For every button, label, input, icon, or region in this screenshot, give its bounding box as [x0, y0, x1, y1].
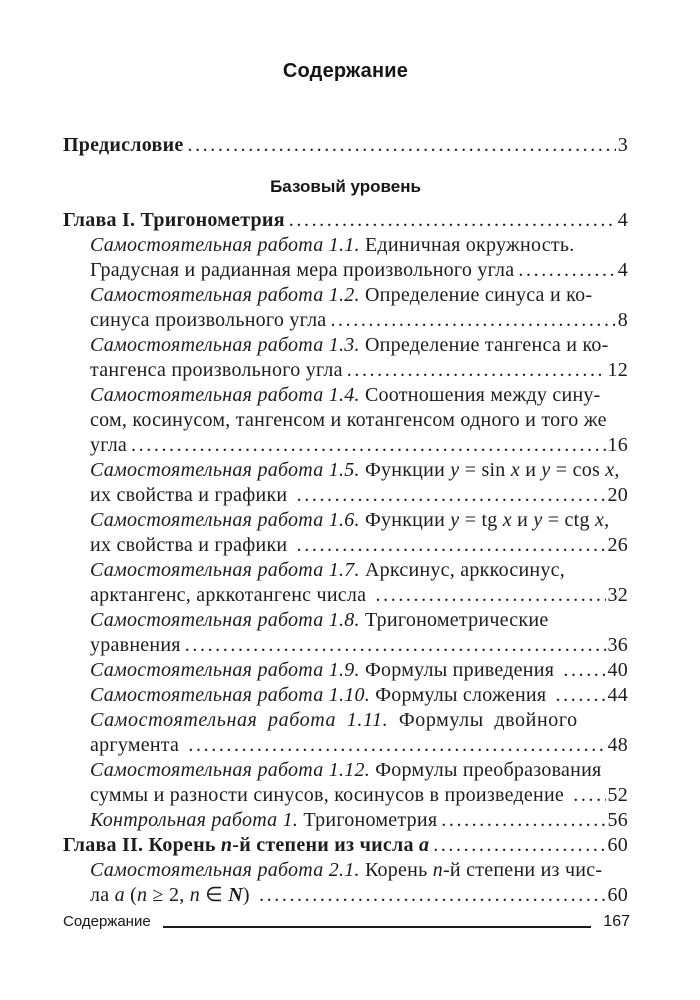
page-number: 12 [607, 359, 628, 381]
toc-line [63, 658, 628, 683]
dot-leader [433, 833, 605, 858]
entry-text: их свойства и графики [90, 484, 293, 506]
toc-line [63, 758, 628, 783]
toc-work-1-7 [63, 558, 628, 608]
entry-text: арктангенс, арккотангенс числа [90, 584, 372, 606]
dot-leader [187, 133, 615, 158]
entry-text: аргумента [90, 734, 185, 756]
toc-line [63, 683, 628, 708]
toc-line [63, 858, 628, 883]
toc-work-1-3 [63, 333, 628, 383]
page-number: 40 [607, 659, 628, 681]
entry-text: Самостоятельная работа 1.11. Формулы двойного [90, 709, 578, 731]
page-number: 52 [607, 784, 628, 806]
toc-line [63, 708, 628, 733]
toc-line [63, 633, 628, 658]
entry-text: Самостоятельная работа 1.7. Арксинус, арккосинус, [90, 559, 565, 581]
entry-text: Глава I. Тригонометрия [63, 209, 285, 231]
toc-chapter-1 [63, 208, 628, 233]
dot-leader [330, 308, 615, 333]
toc-line [63, 258, 628, 283]
toc-line [63, 558, 628, 583]
page-number: 4 [617, 209, 628, 231]
page-number: 32 [607, 584, 628, 606]
toc-line [63, 308, 628, 333]
toc-work-2-1 [63, 858, 628, 908]
dot-leader [297, 533, 606, 558]
toc-line [63, 358, 628, 383]
page-number: 48 [607, 734, 628, 756]
page-footer [63, 912, 630, 932]
page-number: 20 [607, 484, 628, 506]
page-number: 60 [607, 884, 628, 906]
section-basic-level: Базовый уровень [270, 177, 421, 196]
toc-work-1-6 [63, 508, 628, 558]
toc-line [63, 283, 628, 308]
toc-content [63, 0, 628, 908]
dot-leader [518, 258, 615, 283]
toc-line [63, 508, 628, 533]
entry-text: Самостоятельная работа 1.8. Тригонометрические [90, 609, 549, 631]
entry-text: Самостоятельная работа 1.9. Формулы приведения [90, 659, 560, 681]
page-number: 36 [607, 634, 628, 656]
dot-leader [131, 433, 605, 458]
toc-line [63, 883, 628, 908]
page-number: 56 [607, 809, 628, 831]
entry-text: Самостоятельная работа 1.2. Определение синуса и ко- [90, 284, 593, 306]
toc-line [63, 383, 628, 408]
entry-text: Самостоятельная работа 1.1. Единичная окружность. [90, 234, 575, 256]
footer-label: Содержание [63, 913, 151, 930]
page-title: Содержание [282, 60, 409, 82]
toc-work-1-5 [63, 458, 628, 508]
entry-text: синуса произвольного угла [90, 309, 327, 331]
dot-leader [556, 683, 606, 708]
entry-text: Контрольная работа 1. Тригонометрия [90, 809, 438, 831]
dot-leader [297, 483, 606, 508]
entry-text: их свойства и графики [90, 534, 293, 556]
entry-text: сом, косинусом, тангенсом и котангенсом одного и того же [90, 409, 607, 431]
toc-line [63, 583, 628, 608]
toc-preface [63, 133, 628, 158]
toc-line [63, 408, 628, 433]
toc-line [63, 833, 628, 858]
entry-text: ла a (n ≥ 2, n ∈ N) [90, 884, 256, 906]
entry-text: Самостоятельная работа 1.5. Функции y = sin x и y = cos x, [90, 459, 620, 481]
toc-line [63, 783, 628, 808]
entry-text: суммы и разности синусов, косинусов в произведение [90, 784, 570, 806]
toc-work-1-9 [63, 658, 628, 683]
page-number: 26 [607, 534, 628, 556]
entry-text: угла [90, 434, 128, 456]
page-number: 44 [607, 684, 628, 706]
dot-leader [376, 583, 606, 608]
page-number: 8 [617, 309, 628, 331]
entry-text: Самостоятельная работа 2.1. Корень n-й степени из чис- [90, 859, 603, 881]
toc-work-1-2 [63, 283, 628, 333]
toc-line [63, 433, 628, 458]
toc-line [63, 533, 628, 558]
toc-line [63, 333, 628, 358]
toc-line [63, 608, 628, 633]
toc-line [63, 233, 628, 258]
toc-work-1-1 [63, 233, 628, 283]
toc-line [63, 458, 628, 483]
dot-leader [441, 808, 605, 833]
toc-line [63, 808, 628, 833]
entry-text: уравнения [90, 634, 181, 656]
page-number: 60 [607, 834, 628, 856]
toc-control-work-1 [63, 808, 628, 833]
entry-text: Предисловие [63, 134, 184, 156]
entry-text: Глава II. Корень n-й степени из числа a [63, 834, 430, 856]
dot-leader [259, 883, 605, 908]
toc-work-1-4 [63, 383, 628, 458]
toc-work-1-8 [63, 608, 628, 658]
dot-leader [347, 358, 606, 383]
toc-list [63, 133, 628, 908]
toc-line [63, 133, 628, 158]
toc-line [63, 483, 628, 508]
footer-page-number: 167 [603, 913, 630, 930]
dot-leader [185, 633, 606, 658]
dot-leader [188, 733, 605, 758]
dot-leader [573, 783, 605, 808]
toc-chapter-2 [63, 833, 628, 858]
entry-text: Самостоятельная работа 1.4. Соотношения между сину- [90, 384, 601, 406]
entry-text: Самостоятельная работа 1.6. Функции y = tg x и y = ctg x, [90, 509, 610, 531]
entry-text: Самостоятельная работа 1.12. Формулы преобразования [90, 759, 602, 781]
page-number: 4 [617, 259, 628, 281]
entry-text: Самостоятельная работа 1.10. Формулы сложения [90, 684, 552, 706]
page-number: 16 [607, 434, 628, 456]
toc-work-1-10 [63, 683, 628, 708]
toc-line [63, 208, 628, 233]
toc-work-1-11 [63, 708, 628, 758]
entry-text: Градусная и радианная мера произвольного угла [90, 259, 515, 281]
dot-leader [563, 658, 605, 683]
entry-text: Самостоятельная работа 1.3. Определение тангенса и ко- [90, 334, 609, 356]
dot-leader [289, 208, 616, 233]
footer-rule [163, 926, 592, 928]
toc-line [63, 733, 628, 758]
toc-work-1-12 [63, 758, 628, 808]
entry-text: тангенса произвольного угла [90, 359, 343, 381]
page-number: 3 [617, 134, 628, 156]
